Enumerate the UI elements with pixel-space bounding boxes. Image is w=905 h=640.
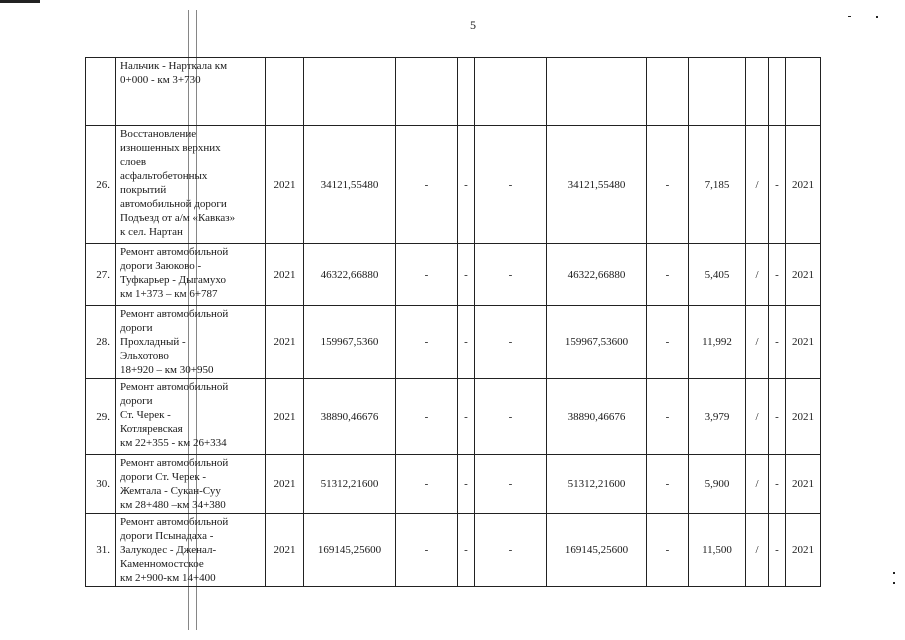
row-number-cell: 27. (86, 244, 116, 306)
value-cell: - (647, 455, 689, 514)
unit-cell: / (746, 455, 769, 514)
value-cell: - (475, 514, 547, 587)
end-year-cell: 2021 (786, 244, 821, 306)
amount-cell: 46322,66880 (304, 244, 396, 306)
unit-cell: / (746, 514, 769, 587)
value-cell: - (458, 455, 475, 514)
value-cell: - (769, 126, 786, 244)
start-year-cell: 2021 (266, 244, 304, 306)
length-cell: 5,900 (689, 455, 746, 514)
start-year-cell: 2021 (266, 455, 304, 514)
scan-dot (876, 16, 878, 18)
end-year-cell: 2021 (786, 379, 821, 455)
end-year-cell: 2021 (786, 514, 821, 587)
length-cell: 11,500 (689, 514, 746, 587)
end-year-cell (786, 58, 821, 126)
object-name-line: Ст. Черек - (120, 409, 171, 421)
amount-cell (304, 58, 396, 126)
value-cell: - (769, 455, 786, 514)
object-name-line: к сел. Нартан (120, 226, 183, 238)
amount-total-cell: 169145,25600 (547, 514, 647, 587)
length-cell: 11,992 (689, 306, 746, 379)
amount-cell: 34121,55480 (304, 126, 396, 244)
table-row (86, 455, 821, 514)
object-name-line: Эльхотово (120, 350, 169, 362)
amount-total-cell: 34121,55480 (547, 126, 647, 244)
amount-cell: 51312,21600 (304, 455, 396, 514)
object-name-line: км 22+355 - км 26+334 (120, 437, 227, 449)
object-name-line: Ремонт автомобильной (120, 516, 229, 528)
object-name-line: дороги Заюково - (120, 260, 202, 272)
table-row (86, 514, 821, 587)
amount-cell: 169145,25600 (304, 514, 396, 587)
value-cell: - (475, 306, 547, 379)
amount-total-cell: 51312,21600 (547, 455, 647, 514)
value-cell: - (647, 126, 689, 244)
object-name-line: покрытий (120, 184, 167, 196)
value-cell: - (458, 244, 475, 306)
value-cell: - (475, 244, 547, 306)
value-cell: - (458, 306, 475, 379)
row-number-cell (86, 58, 116, 126)
length-cell: 5,405 (689, 244, 746, 306)
object-name-line: Котляревская (120, 423, 183, 435)
object-name-line: дороги (120, 322, 153, 334)
unit-cell: / (746, 306, 769, 379)
value-cell: - (396, 379, 458, 455)
row-number-cell: 29. (86, 379, 116, 455)
amount-cell: 159967,5360 (304, 306, 396, 379)
table-row (86, 244, 821, 306)
row-number-cell: 31. (86, 514, 116, 587)
value-cell: - (475, 455, 547, 514)
object-name-line: Каменномостское (120, 558, 204, 570)
value-cell (458, 58, 475, 126)
row-number-cell: 26. (86, 126, 116, 244)
value-cell (769, 58, 786, 126)
start-year-cell: 2021 (266, 306, 304, 379)
object-name-cell (116, 58, 266, 126)
object-name-cell (116, 379, 266, 455)
value-cell: - (769, 306, 786, 379)
row-number-cell: 28. (86, 306, 116, 379)
scan-dot (893, 582, 895, 584)
value-cell: - (458, 514, 475, 587)
start-year-cell: 2021 (266, 379, 304, 455)
amount-total-cell: 159967,53600 (547, 306, 647, 379)
object-name-line: км 2+900-км 14+400 (120, 572, 216, 584)
object-name-cell (116, 244, 266, 306)
value-cell: - (769, 514, 786, 587)
value-cell: - (475, 379, 547, 455)
start-year-cell (266, 58, 304, 126)
object-name-line: Ремонт автомобильной (120, 308, 229, 320)
value-cell: - (458, 379, 475, 455)
object-name-line: дороги (120, 395, 153, 407)
object-name-line: Ремонт автомобильной (120, 246, 229, 258)
table-row (86, 379, 821, 455)
end-year-cell: 2021 (786, 126, 821, 244)
object-name-line: Туфкарьер - Дыгамухо (120, 274, 226, 286)
length-cell: 3,979 (689, 379, 746, 455)
object-name-line: дороги Псынадаха - (120, 530, 214, 542)
unit-cell: / (746, 244, 769, 306)
object-name-line: Нальчик - Нарткала км (120, 60, 228, 72)
object-name-line: Жемтала - Сукан-Суу (120, 485, 221, 497)
row-number-cell: 30. (86, 455, 116, 514)
scan-dot (893, 572, 895, 574)
table-body (86, 58, 821, 587)
value-cell: - (647, 379, 689, 455)
object-name-line: 0+000 - км 3+730 (120, 74, 201, 86)
page-number: 5 (470, 18, 476, 32)
object-name-line: автомобильной дороги (120, 198, 227, 210)
start-year-cell: 2021 (266, 126, 304, 244)
object-name-line: дороги Ст. Черек - (120, 471, 207, 483)
object-name-line: км 28+480 –км 34+380 (120, 499, 226, 511)
value-cell (396, 58, 458, 126)
object-name-line: Ремонт автомобильной (120, 457, 229, 469)
value-cell: - (475, 126, 547, 244)
object-name-line: Прохладный - (120, 336, 186, 348)
value-cell: - (396, 126, 458, 244)
value-cell: - (647, 514, 689, 587)
start-year-cell: 2021 (266, 514, 304, 587)
unit-cell: / (746, 126, 769, 244)
value-cell: - (769, 244, 786, 306)
table-row (86, 306, 821, 379)
value-cell: - (769, 379, 786, 455)
value-cell: - (396, 306, 458, 379)
unit-cell (746, 58, 769, 126)
end-year-cell: 2021 (786, 306, 821, 379)
value-cell: - (458, 126, 475, 244)
object-name-cell (116, 455, 266, 514)
scan-corner (0, 0, 40, 3)
object-name-line: изношенных верхних (120, 142, 221, 154)
end-year-cell: 2021 (786, 455, 821, 514)
object-name-line: км 1+373 – км 6+787 (120, 288, 218, 300)
object-name-line: асфальтобетонных (120, 170, 208, 182)
object-name-cell (116, 306, 266, 379)
amount-total-cell: 38890,46676 (547, 379, 647, 455)
length-cell (689, 58, 746, 126)
value-cell: - (647, 306, 689, 379)
value-cell: - (396, 514, 458, 587)
value-cell: - (396, 455, 458, 514)
amount-total-cell: 46322,66880 (547, 244, 647, 306)
object-name-line: Подъезд от а/м «Кавказ» (120, 212, 236, 224)
value-cell: - (396, 244, 458, 306)
value-cell (647, 58, 689, 126)
amount-total-cell (547, 58, 647, 126)
road-repair-table (85, 57, 821, 587)
amount-cell: 38890,46676 (304, 379, 396, 455)
table-row (86, 126, 821, 244)
value-cell: - (647, 244, 689, 306)
object-name-line: Восстановление (120, 128, 197, 140)
object-name-cell (116, 514, 266, 587)
object-name-line: 18+920 – км 30+950 (120, 364, 214, 376)
object-name-cell (116, 126, 266, 244)
object-name-line: Залукодес - Дженал- (120, 544, 217, 556)
value-cell (475, 58, 547, 126)
table-row (86, 58, 821, 126)
object-name-line: слоев (120, 156, 147, 168)
scan-dot (848, 16, 851, 17)
unit-cell: / (746, 379, 769, 455)
length-cell: 7,185 (689, 126, 746, 244)
object-name-line: Ремонт автомобильной (120, 381, 229, 393)
